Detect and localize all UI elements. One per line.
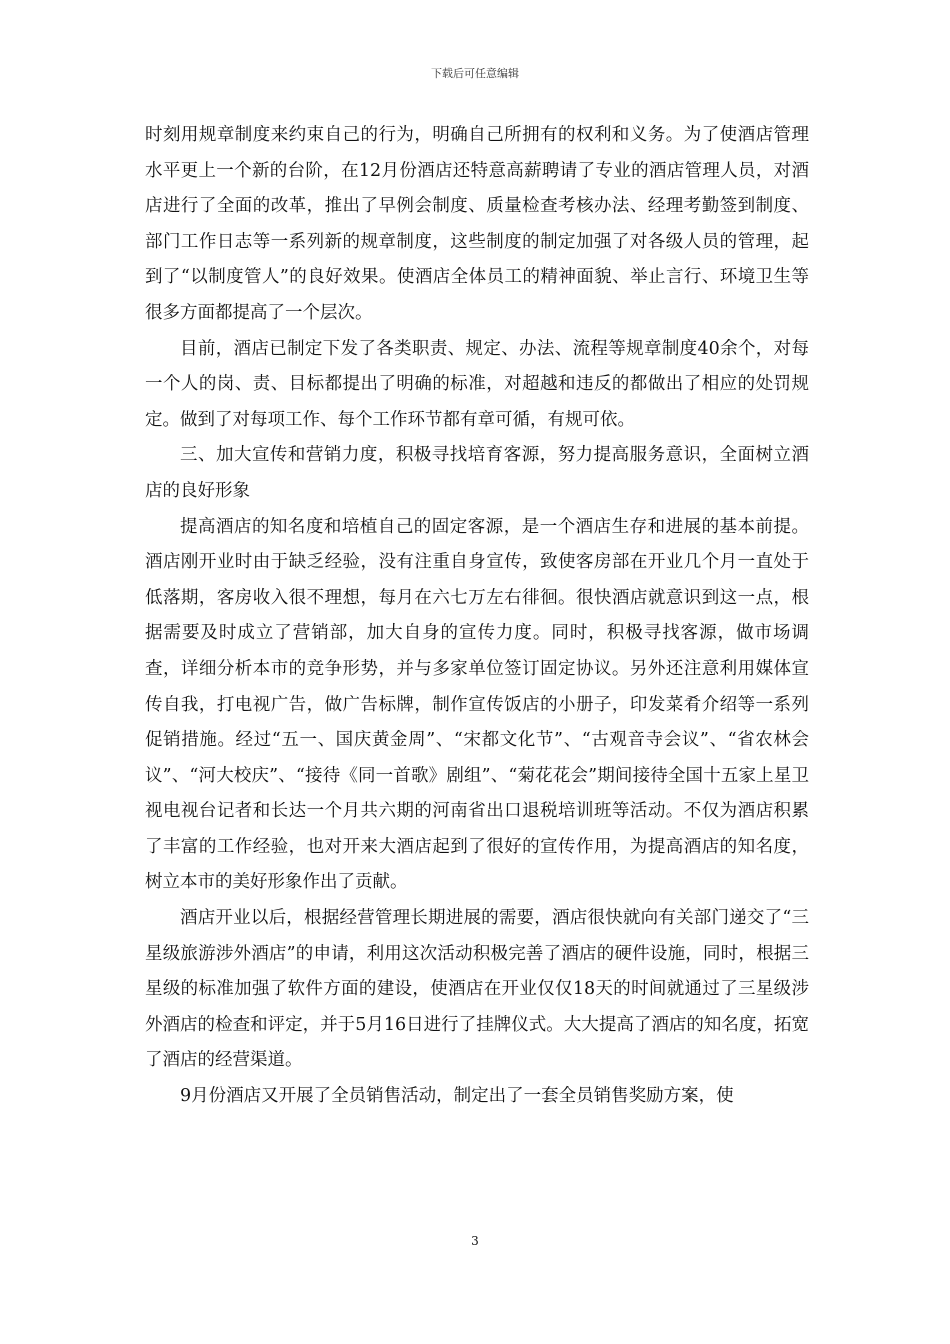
page-header: 下载后可任意编辑 — [431, 67, 519, 80]
document-body — [145, 118, 809, 1115]
paragraph-current-regulations: 目前，酒店已制定下发了各类职责、规定、办法、流程等规章制度40余个，对每一个人的岗、责、目标都提出了明确的标准，对超越和违反的都做出了相应的处罚规定。做到了对每项工作、每个工作环节都有章可循，有规可依。 — [145, 338, 809, 430]
paragraph-publicity: 提高酒店的知名度和培植自己的固定客源，是一个酒店生存和进展的基本前提。酒店刚开业时由于缺乏经验，没有注重自身宣传，致使客房部在开业几个月一直处于低落期，客房收入很不理想，每月在六七万左右徘徊。很快酒店就意识到这一点，根据需要及时成立了营销部，加大自身的宣传力度。同时，积极寻找客源，做市场调查，详细分析本市的竞争形势，并与多家单位签订固定协议。另外还注意利用媒体宣传自我，打电视广告，做广告标牌，制作宣传饭店的小册子，印发菜肴介绍等一系列促销措施。经过“五一、国庆黄金周”、“宋都文化节”、“古观音寺会议”、“省农林会议”、“河大校庆”、“接待《同一首歌》剧组”、“菊花花会”期间接待全国十五家上星卫视电视台记者和长达一个月共六期的河南省出口退税培训班等活动。不仅为酒店积累了丰富的工作经验，也对开来大酒店起到了很好的宣传作用，为提高酒店的知名度，树立本市的美好形象作出了贡献。 — [145, 516, 809, 893]
paragraph-regulations-continued: 时刻用规章制度来约束自己的行为，明确自己所拥有的权利和义务。为了使酒店管理水平更上一个新的台阶，在12月份酒店还特意高薪聘请了专业的酒店管理人员，对酒店进行了全面的改革，推出了早例会制度、质量检查考核办法、经理考勤签到制度、部门工作日志等一系列新的规章制度，这些制度的制定加强了对各级人员的管理，起到了“以制度管人”的良好效果。使酒店全体员工的精神面貌、举止言行、环境卫生等很多方面都提高了一个层次。 — [145, 125, 809, 323]
section-heading-marketing: 三、加大宣传和营销力度，积极寻找培育客源，努力提高服务意识，全面树立酒店的良好形象 — [145, 445, 809, 501]
page-number: 3 — [471, 1234, 479, 1248]
paragraph-all-staff-sales: 9月份酒店又开展了全员销售活动，制定出了一套全员销售奖励方案，使 — [180, 1086, 734, 1107]
paragraph-three-star-rating: 酒店开业以后，根据经营管理长期进展的需要，酒店很快就向有关部门递交了“三星级旅游涉外酒店”的申请，利用这次活动积极完善了酒店的硬件设施，同时，根据三星级的标准加强了软件方面的建设，使酒店在开业仅仅18天的时间就通过了三星级涉外酒店的检查和评定，并于5月16日进行了挂牌仪式。大大提高了酒店的知名度，拓宽了酒店的经营渠道。 — [145, 908, 809, 1071]
